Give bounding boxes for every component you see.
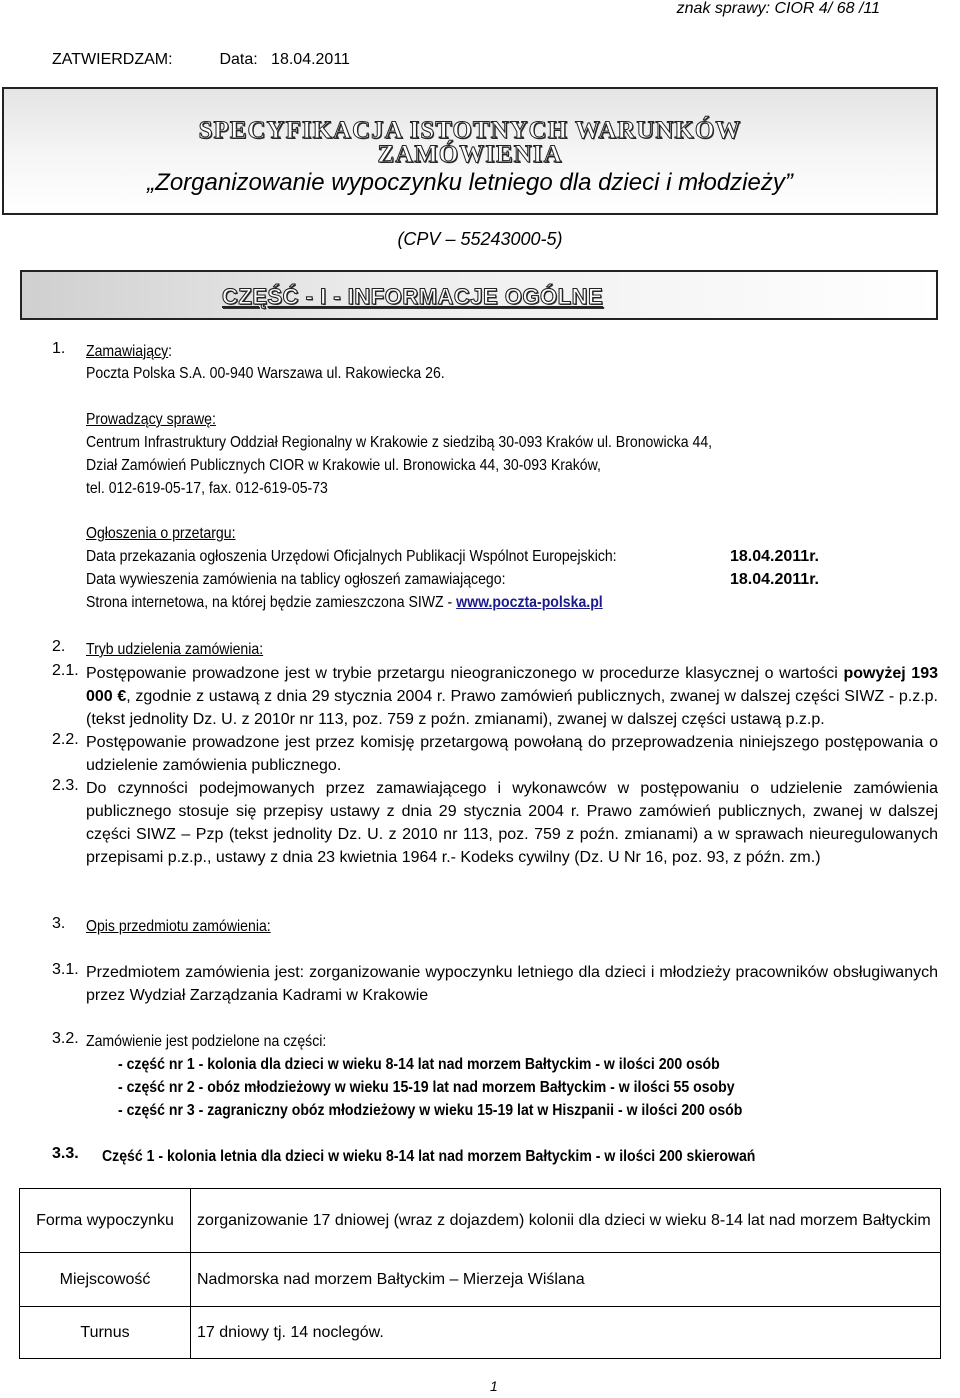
section-2-2-number: 2.2. xyxy=(52,731,79,748)
part-heading-box xyxy=(20,270,938,320)
section-2-1-bold-1: powyżej xyxy=(843,665,906,682)
page-number: 1 xyxy=(490,1378,498,1394)
section-2-1-bold-2: 193 000 € xyxy=(86,665,938,705)
title-line-2: ZAMÓWIENIA xyxy=(377,141,563,168)
ads-line-3-text: Strona internetowa, na której będzie zamieszczona SIWZ - xyxy=(86,594,457,611)
table-cell-value: Nadmorska nad morzem Bałtyckim – Mierzeja Wiślana xyxy=(191,1253,941,1307)
list-item: - część nr 1 - kolonia dla dzieci w wieku 8-14 lat nad morzem Bałtyckim - w ilości 200 osób xyxy=(118,1056,720,1073)
list-item: - część nr 2 - obóz młodzieżowy w wieku 15-19 lat nad morzem Bałtyckim - w ilości 55 osoby xyxy=(118,1079,735,1096)
section-2-number: 2. xyxy=(52,638,66,655)
section-3-number: 3. xyxy=(52,915,66,932)
contracting-address: Poczta Polska S.A. 00-940 Warszawa ul. Rakowiecka 26. xyxy=(86,365,445,382)
part-title: CZĘŚĆ - I - INFORMACJE OGÓLNE xyxy=(222,284,604,309)
website-link[interactable]: www.poczta-polska.pl xyxy=(456,594,603,611)
date-label: Data: xyxy=(219,51,258,68)
ads-date-2: 18.04.2011r. xyxy=(730,571,819,588)
approval-line xyxy=(52,51,350,69)
section-3-3-body: 1 - kolonia letnia dla dzieci w wieku 8-14 lat nad morzem Bałtyckim - w ilości 200 skierowań xyxy=(142,1148,756,1165)
ads-label: Ogłoszenia o przetargu: xyxy=(86,525,236,542)
section-3-2-text: Zamówienie jest podzielone na części: xyxy=(86,1033,327,1050)
section-2-2-text: Postępowanie prowadzone jest przez komisję przetargową powołaną do przeprowadzenia niniejszego postępowania o udzielenie zamówienia publicznego. xyxy=(86,734,938,774)
section-3-3-prefix: Część xyxy=(102,1148,143,1165)
handler-line-1: Centrum Infrastruktury Oddział Regionalny w Krakowie z siedzibą 30-093 Kraków ul. Bronowicka 44, xyxy=(86,434,713,451)
document-title xyxy=(4,119,936,167)
section-3-2-number: 3.2. xyxy=(52,1030,79,1047)
section-1-label: Zamawiający xyxy=(86,343,169,360)
section-2-1-text xyxy=(86,662,938,731)
section-2-1-number: 2.1. xyxy=(52,662,79,679)
subject-title: „Zorganizowanie wypoczynku letniego dla dzieci i młodzieży” xyxy=(147,169,793,196)
section-2-1-a: Postępowanie prowadzone jest w trybie przetargu nieograniczonego w procedurze klasycznej o wartości xyxy=(86,665,844,682)
title-line-1: SPECYFIKACJA ISTOTNYCH WARUNKÓW xyxy=(198,117,742,144)
section-1-number: 1. xyxy=(52,340,66,357)
ads-line-1: Data przekazania ogłoszenia Urzędowi Oficjalnych Publikacji Wspólnot Europejskich: xyxy=(86,548,617,565)
section-2-3-number: 2.3. xyxy=(52,777,79,794)
table-row xyxy=(20,1307,941,1359)
table-row xyxy=(20,1189,941,1253)
section-2-label: Tryb udzielenia zamówienia: xyxy=(86,641,264,658)
handler-line-2: Dział Zamówień Publicznych CIOR w Krakowie ul. Bronowicka 44, 30-093 Kraków, xyxy=(86,457,601,474)
table-cell-value: zorganizowanie 17 dniowej (wraz z dojazdem) kolonii dla dzieci w wieku 8-14 lat nad morzem Bałtyckim xyxy=(191,1189,941,1253)
date-value: 18.04.2011 xyxy=(271,51,350,68)
list-item: - część nr 3 - zagraniczny obóz młodzieżowy w wieku 15-19 lat w Hiszpanii - w ilości 200 osób xyxy=(118,1102,743,1119)
ads-line-3 xyxy=(86,591,603,614)
cpv-code: (CPV – 55243000-5) xyxy=(397,229,563,249)
section-3-3-number: 3.3. xyxy=(52,1145,79,1162)
title-box xyxy=(2,87,938,215)
handler-line-3: tel. 012-619-05-17, fax. 012-619-05-73 xyxy=(86,480,328,497)
approve-label: ZATWIERDZAM: xyxy=(52,51,173,68)
table-cell-label: Forma wypoczynku xyxy=(20,1189,191,1253)
table-row xyxy=(20,1253,941,1307)
section-2-3-text: Do czynności podejmowanych przez zamawiającego i wykonawców w postępowaniu o udzielenie zamówienia publicznego stosuje się przepisy ustawy z dnia 29 stycznia 2004 r. Prawo zamówień publicznych, zwanej w dalszej części SIWZ – Pzp (tekst jednolity Dz. U. z 2010 nr 113, poz. 759 z poźn. zmianami) a w sprawach nieuregulowanych przepisami p.z.p., ustawy z dnia 23 kwietnia 1964 r.- Kodeks cywilny (Dz. U Nr 16, poz. 93, z późn. zm.) xyxy=(86,780,938,866)
section-2-1-b: , zgodnie z ustawą z dnia 29 stycznia 2004 r. Prawo zamówień publicznych, zwanej w dalszej części SIWZ - p.z.p. (tekst jednolity Dz. U. z 2010r nr 113, poz. 759 z poźn. zmianami), zwanej w dalszej części ustawą p.z.p. xyxy=(86,688,938,728)
section-3-3-text xyxy=(102,1145,755,1168)
table-cell-label: Turnus xyxy=(20,1307,191,1359)
section-3-1-number: 3.1. xyxy=(52,961,79,978)
section-1-colon: : xyxy=(168,343,173,360)
case-reference: znak sprawy: CIOR 4/ 68 /11 xyxy=(676,0,880,17)
ads-date-1: 18.04.2011r. xyxy=(730,548,819,565)
section-3-1-text: Przedmiotem zamówienia jest: zorganizowanie wypoczynku letniego dla dzieci i młodzieży pracowników obsługiwanych przez Wydział Zarządzania Kadrami w Krakowie xyxy=(86,964,938,1004)
table-cell-label: Miejscowość xyxy=(20,1253,191,1307)
ads-line-2: Data wywieszenia zamówienia na tablicy ogłoszeń zamawiającego: xyxy=(86,571,506,588)
section-3-label: Opis przedmiotu zamówienia: xyxy=(86,918,271,935)
handler-label: Prowadzący sprawę: xyxy=(86,411,216,428)
organization-table xyxy=(19,1188,941,1359)
table-cell-value: 17 dniowy tj. 14 noclegów. xyxy=(191,1307,941,1359)
section-1-heading xyxy=(86,340,172,363)
